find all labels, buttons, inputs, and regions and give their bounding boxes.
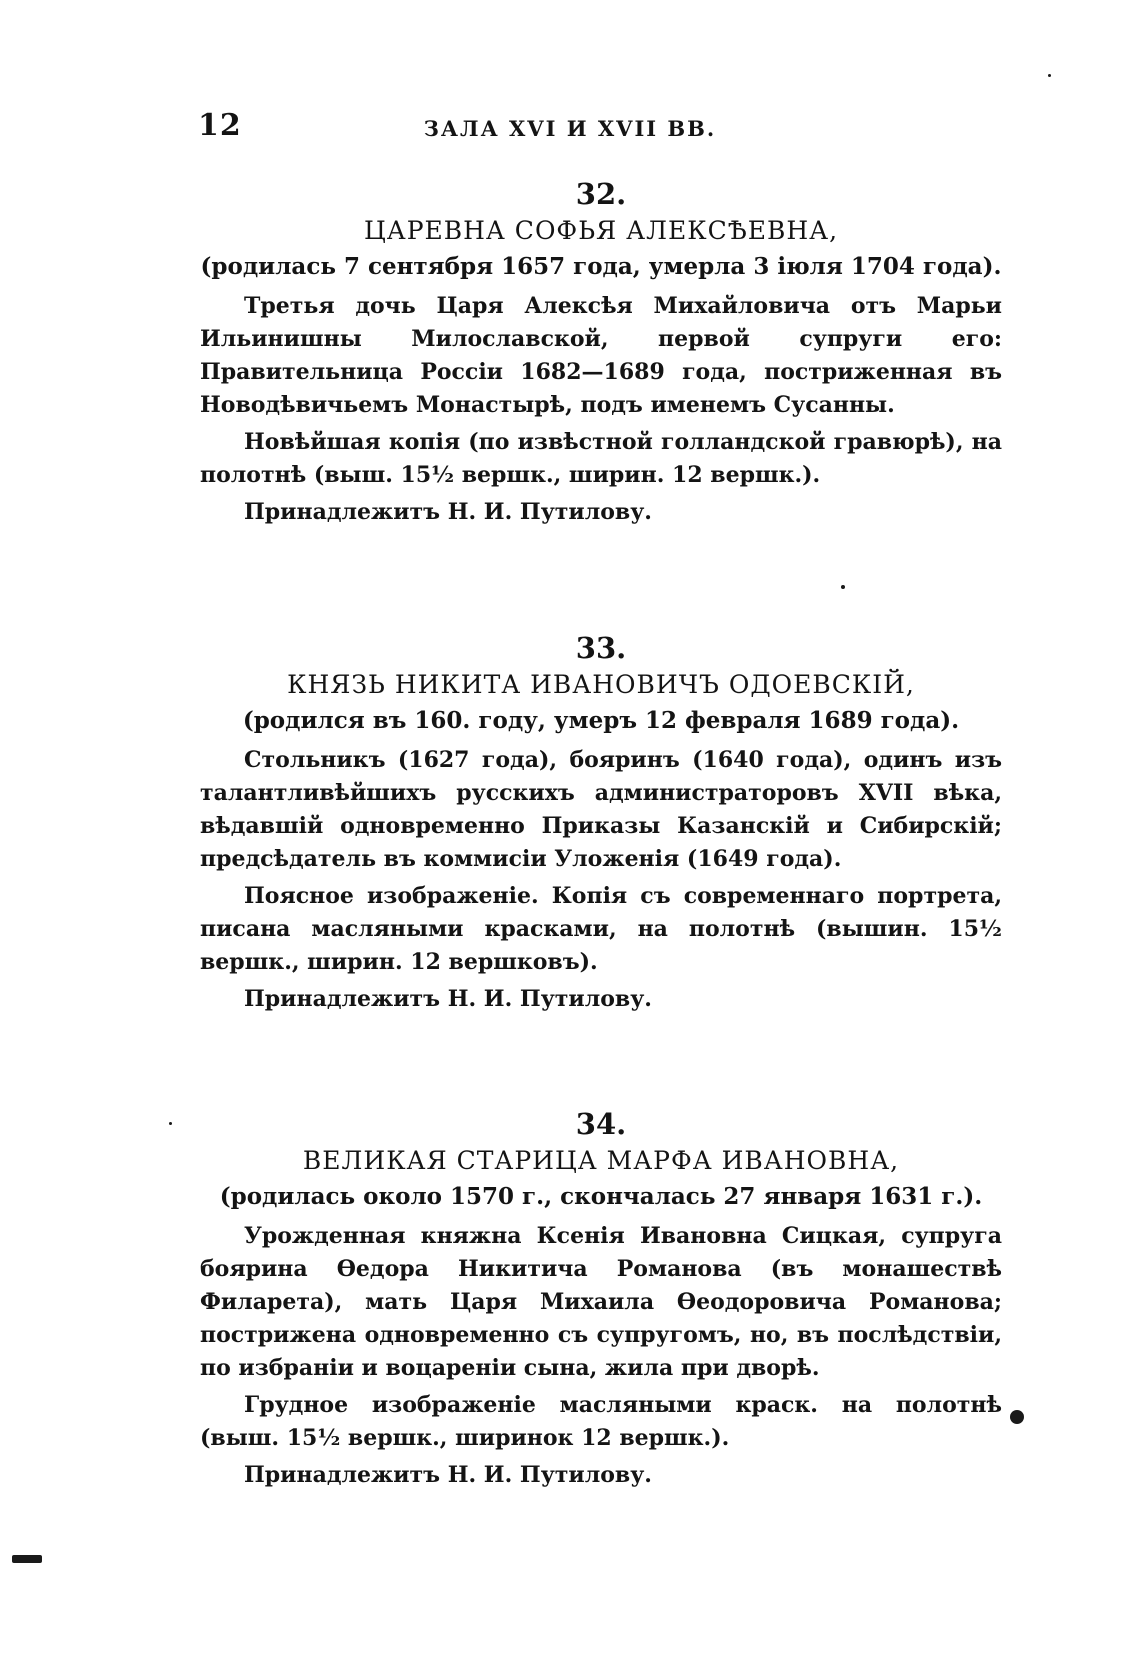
entry-owner: Принадлежитъ Н. И. Путилову. [244, 499, 652, 525]
entry-title: ЦАРЕВНА СОФЬЯ АЛЕКСѢЕВНА, [363, 216, 839, 245]
entry-number: 32. [575, 177, 627, 211]
entry-copy-note: Поясное изображеніе. Копія съ современнаго портрета, писана масляными красками, на полотнѣ (вышин. 15½ вершк., ширин. 12 вершковъ). [200, 883, 1002, 975]
scan-edge-mark [12, 1555, 42, 1563]
entry-dates: (родился въ 160. году, умеръ 12 февраля 1689 года). [242, 707, 960, 734]
entry-dates: (родилась 7 сентября 1657 года, умерла 3 іюля 1704 года). [200, 253, 1002, 280]
entry-copy-note: Новѣйшая копія (по извѣстной голландской гравюрѣ), на полотнѣ (выш. 15½ вершк., ширин. 12 вершк.). [200, 429, 1002, 488]
scan-speck [1048, 74, 1051, 77]
entry-number: 34. [575, 1107, 627, 1141]
entry-description: Стольникъ (1627 года), бояринъ (1640 года), одинъ изъ талантливѣйшихъ русскихъ администраторовъ XVII вѣка, вѣдавшій одновременно Приказы Казанскій и Сибирскій; предсѣдатель въ коммисіи Уложенія (1649 года). [200, 747, 1002, 872]
scan-speck [841, 585, 845, 589]
scan-ink-blot [1010, 1410, 1024, 1424]
entry-number: 33. [575, 631, 627, 665]
entry-owner: Принадлежитъ Н. И. Путилову. [244, 986, 652, 1012]
entry-title: КНЯЗЬ НИКИТА ИВАНОВИЧЪ ОДОЕВСКІЙ, [287, 670, 915, 699]
entry-dates: (родилась около 1570 г., скончалась 27 января 1631 г.). [219, 1183, 983, 1210]
catalog-entry [200, 1106, 1002, 1496]
entry-owner: Принадлежитъ Н. И. Путилову. [244, 1462, 652, 1488]
page-number: 12 [198, 108, 242, 143]
entry-title: ВЕЛИКАЯ СТАРИЦА МАРФА ИВАНОВНА, [302, 1146, 900, 1175]
entry-description: Третья дочь Царя Алексѣя Михайловича отъ Марьи Ильинишны Милославской, первой супруги его: Правительница Россіи 1682—1689 года, постриженная въ Новодѣвичьемъ Монастырѣ, подъ именемъ Сусанны. [200, 293, 1002, 418]
scan-speck [169, 1122, 172, 1125]
catalog-entry [200, 176, 1002, 533]
entry-description: Урожденная княжна Ксенія Ивановна Сицкая, супруга боярина Ѳедора Никитича Романова (въ монашествѣ Филарета), мать Царя Михаила Ѳеодоровича Романова; пострижена одновременно съ супругомъ, но, въ послѣдствіи, по избраніи и воцареніи сына, жила при дворѣ. [200, 1223, 1002, 1381]
running-head: ЗАЛА XVI И XVII ВВ. [423, 116, 717, 141]
catalog-entry [200, 630, 1002, 1020]
entry-copy-note: Грудное изображеніе масляными краск. на полотнѣ (выш. 15½ вершк., ширинок 12 вершк.). [200, 1392, 1002, 1451]
